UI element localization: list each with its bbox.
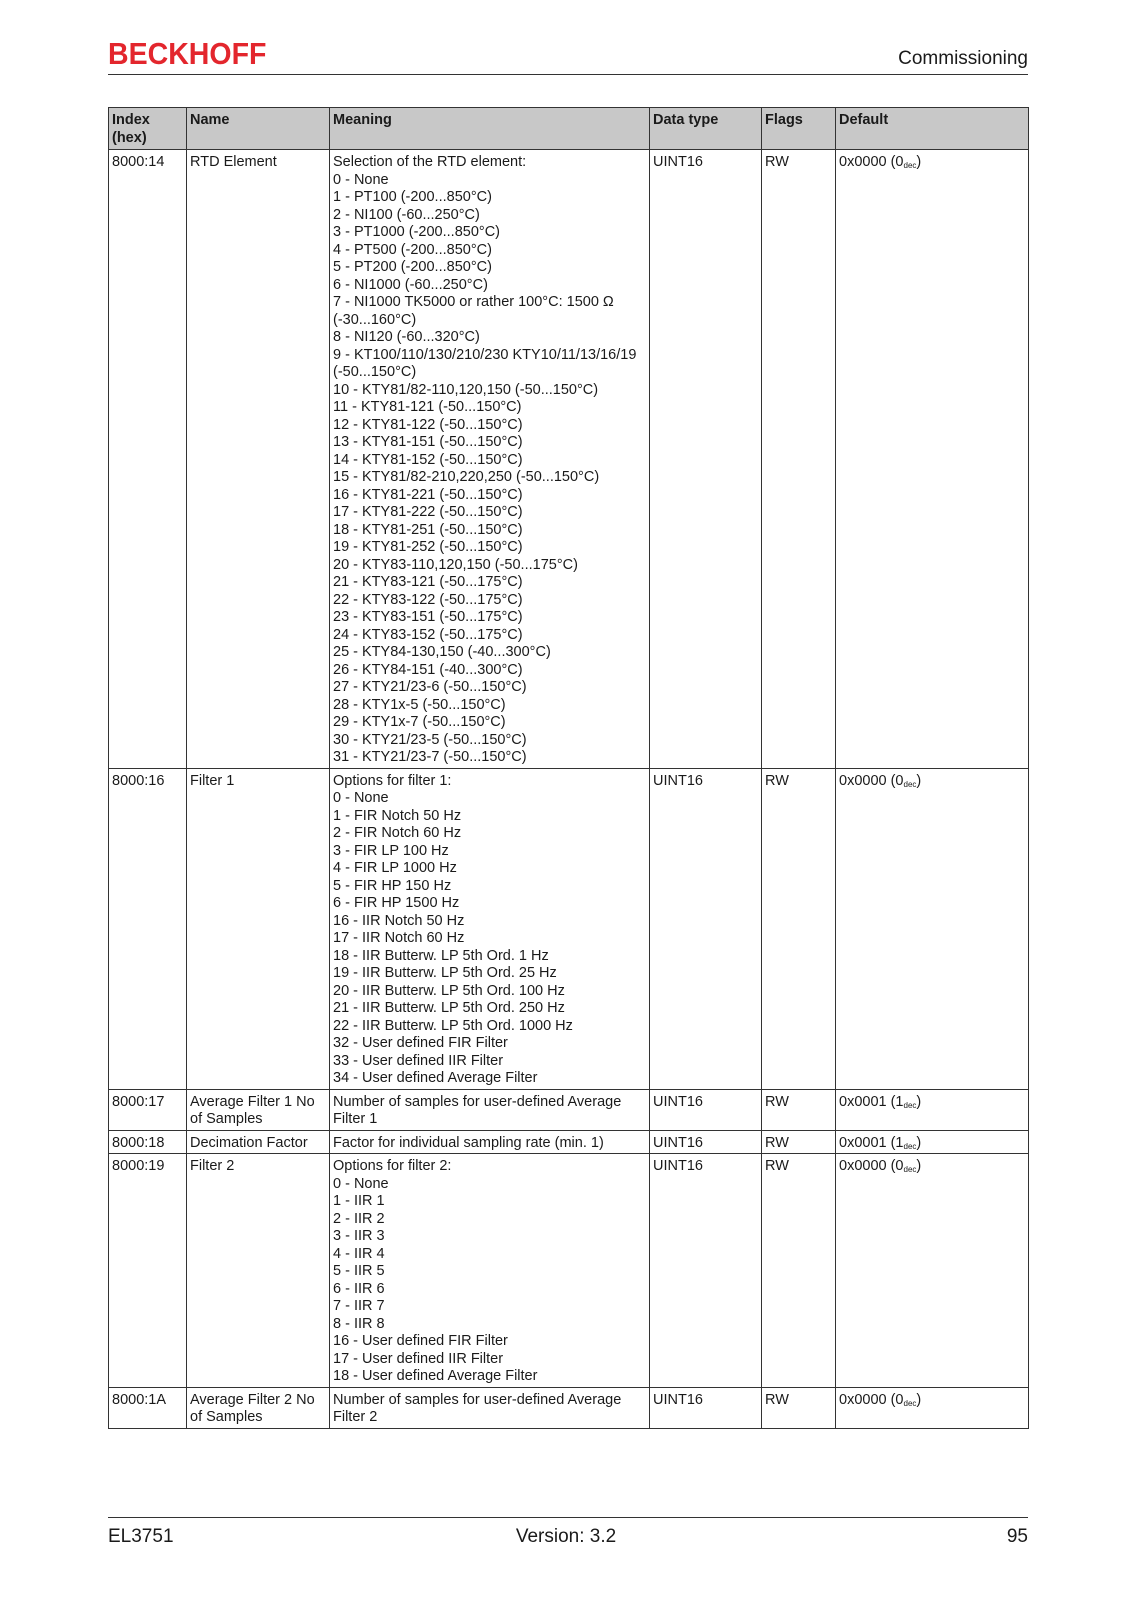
default-subscript: dec bbox=[903, 1398, 917, 1408]
cell-flags: RW bbox=[762, 1130, 836, 1154]
meaning-line: 2 - FIR Notch 60 Hz bbox=[333, 825, 462, 841]
meaning-line: Filter 1 bbox=[333, 1111, 378, 1127]
meaning-line: 1 - IIR 1 bbox=[333, 1193, 385, 1209]
table-row bbox=[109, 1387, 1029, 1428]
cell-index: 8000:17 bbox=[109, 1089, 187, 1130]
column-header-meaning: Meaning bbox=[330, 108, 650, 150]
cell-data-type: UINT16 bbox=[650, 768, 762, 1089]
table-body bbox=[109, 150, 1029, 1429]
meaning-line: 7 - NI1000 TK5000 or rather 100°C: 1500 Ω bbox=[333, 294, 614, 310]
meaning-line: 8 - IIR 8 bbox=[333, 1315, 385, 1332]
meaning-line: 7 - IIR 7 bbox=[333, 1298, 385, 1314]
meaning-line: 24 - KTY83-152 (-50...175°C) bbox=[333, 626, 523, 643]
column-header-data-type: Data type bbox=[650, 108, 762, 150]
meaning-line: 20 - KTY83-110,120,150 (-50...175°C) bbox=[333, 556, 578, 573]
default-subscript: dec bbox=[903, 161, 917, 170]
meaning-line: 31 - KTY21/23-7 (-50...150°C) bbox=[333, 749, 527, 765]
meaning-line: 4 - IIR 4 bbox=[333, 1245, 385, 1262]
footer-version: Version: 3.2 bbox=[515, 1526, 617, 1547]
default-value: 0x0000 (0 bbox=[839, 772, 904, 789]
meaning-line: 15 - KTY81/82-210,220,250 (-50...150°C) bbox=[333, 469, 600, 485]
meaning-line: 2 - IIR 2 bbox=[333, 1210, 385, 1227]
meaning-line: 3 - IIR 3 bbox=[333, 1228, 385, 1244]
meaning-line: 2 - NI100 (-60...250°C) bbox=[333, 206, 480, 223]
meaning-line: 16 - IIR Notch 50 Hz bbox=[333, 912, 465, 929]
cell-default bbox=[836, 1130, 1029, 1154]
cell-default bbox=[836, 1154, 1029, 1388]
meaning-line: 0 - None bbox=[333, 1175, 389, 1192]
meaning-line: Number of samples for user-defined Average bbox=[333, 1391, 622, 1408]
object-dictionary-table bbox=[108, 107, 1029, 1429]
cell-data-type: UINT16 bbox=[650, 1089, 762, 1130]
cell-name: Filter 2 bbox=[187, 1154, 330, 1388]
cell-data-type: UINT16 bbox=[650, 1387, 762, 1428]
meaning-line: 27 - KTY21/23-6 (-50...150°C) bbox=[333, 679, 527, 695]
table-row bbox=[109, 1089, 1029, 1130]
meaning-line: 8 - NI120 (-60...320°C) bbox=[333, 329, 480, 345]
meaning-line: (-30...160°C) bbox=[333, 311, 417, 328]
footer-divider bbox=[108, 1517, 1028, 1518]
cell-index: 8000:16 bbox=[109, 768, 187, 1089]
meaning-line: 22 - IIR Butterw. LP 5th Ord. 1000 Hz bbox=[333, 1017, 573, 1034]
meaning-line: 12 - KTY81-122 (-50...150°C) bbox=[333, 416, 523, 433]
default-subscript: dec bbox=[903, 1141, 917, 1151]
cell-name: RTD Element bbox=[187, 150, 330, 769]
default-subscript: dec bbox=[903, 779, 917, 789]
meaning-line: 5 - PT200 (-200...850°C) bbox=[333, 259, 492, 275]
cell-data-type: UINT16 bbox=[650, 150, 762, 769]
meaning-line: 19 - KTY81-252 (-50...150°C) bbox=[333, 539, 523, 555]
header-divider bbox=[108, 74, 1028, 75]
meaning-line: 4 - PT500 (-200...850°C) bbox=[333, 241, 492, 258]
cell-index: 8000:1A bbox=[109, 1387, 187, 1428]
cell-name: Decimation Factor bbox=[187, 1130, 330, 1154]
default-value: 0x0000 (0 bbox=[839, 1158, 904, 1174]
default-subscript: dec bbox=[903, 1165, 917, 1174]
meaning-line: 0 - None bbox=[333, 790, 389, 806]
cell-flags: RW bbox=[762, 150, 836, 769]
cell-flags: RW bbox=[762, 1089, 836, 1130]
meaning-line: Filter 2 bbox=[333, 1409, 378, 1425]
meaning-line: 17 - KTY81-222 (-50...150°C) bbox=[333, 504, 523, 520]
meaning-line: 5 - IIR 5 bbox=[333, 1263, 385, 1279]
meaning-line: 29 - KTY1x-7 (-50...150°C) bbox=[333, 714, 506, 730]
meaning-line: 16 - User defined FIR Filter bbox=[333, 1333, 508, 1349]
cell-meaning bbox=[330, 150, 650, 769]
cell-meaning bbox=[330, 1089, 650, 1130]
meaning-line: 3 - PT1000 (-200...850°C) bbox=[333, 224, 500, 240]
table-row bbox=[109, 150, 1029, 769]
default-close: ) bbox=[916, 154, 922, 170]
cell-meaning bbox=[330, 1154, 650, 1388]
meaning-line: 34 - User defined Average Filter bbox=[333, 1070, 538, 1086]
footer-page-number: 95 bbox=[1006, 1526, 1028, 1547]
cell-meaning bbox=[330, 1130, 650, 1154]
cell-flags: RW bbox=[762, 768, 836, 1089]
footer-product: EL3751 bbox=[108, 1526, 174, 1547]
meaning-line: 6 - NI1000 (-60...250°C) bbox=[333, 276, 488, 293]
meaning-line: 11 - KTY81-121 (-50...150°C) bbox=[333, 399, 522, 415]
meaning-line: 4 - FIR LP 1000 Hz bbox=[333, 860, 457, 876]
cell-index: 8000:19 bbox=[109, 1154, 187, 1388]
meaning-line: 33 - User defined IIR Filter bbox=[333, 1052, 504, 1069]
cell-index: 8000:18 bbox=[109, 1130, 187, 1154]
cell-meaning bbox=[330, 1387, 650, 1428]
default-close: ) bbox=[916, 772, 922, 789]
meaning-line: Options for filter 1: bbox=[333, 772, 452, 789]
default-close: ) bbox=[916, 1134, 922, 1151]
cell-name: Filter 1 bbox=[187, 768, 330, 1089]
meaning-line: 20 - IIR Butterw. LP 5th Ord. 100 Hz bbox=[333, 982, 565, 999]
default-value: 0x0000 (0 bbox=[839, 154, 904, 170]
cell-flags: RW bbox=[762, 1387, 836, 1428]
meaning-line: 17 - IIR Notch 60 Hz bbox=[333, 930, 465, 946]
meaning-line: (-50...150°C) bbox=[333, 364, 417, 380]
default-close: ) bbox=[916, 1093, 922, 1110]
column-header-default: Default bbox=[836, 108, 1029, 150]
table-row bbox=[109, 1130, 1029, 1154]
cell-data-type: UINT16 bbox=[650, 1130, 762, 1154]
meaning-line: Factor for individual sampling rate (min. 1) bbox=[333, 1134, 604, 1151]
meaning-line: 16 - KTY81-221 (-50...150°C) bbox=[333, 486, 523, 503]
default-close: ) bbox=[916, 1158, 922, 1174]
column-header-index: Index (hex) bbox=[109, 108, 187, 150]
table-row bbox=[109, 1154, 1029, 1388]
meaning-line: 23 - KTY83-151 (-50...175°C) bbox=[333, 609, 523, 625]
meaning-line: Number of samples for user-defined Average bbox=[333, 1093, 622, 1110]
meaning-line: 26 - KTY84-151 (-40...300°C) bbox=[333, 661, 523, 678]
meaning-line: 14 - KTY81-152 (-50...150°C) bbox=[333, 451, 523, 468]
meaning-line: 3 - FIR LP 100 Hz bbox=[333, 842, 449, 859]
meaning-line: 9 - KT100/110/130/210/230 KTY10/11/13/16/19 bbox=[333, 346, 637, 363]
meaning-line: 5 - FIR HP 150 Hz bbox=[333, 877, 452, 894]
column-header-name: Name bbox=[187, 108, 330, 150]
default-close: ) bbox=[916, 1391, 922, 1408]
cell-meaning bbox=[330, 768, 650, 1089]
beckhoff-logo: BECKHOFF bbox=[108, 36, 267, 71]
meaning-line: 28 - KTY1x-5 (-50...150°C) bbox=[333, 696, 506, 713]
column-header-flags: Flags bbox=[762, 108, 836, 150]
default-value: 0x0001 (1 bbox=[839, 1134, 904, 1151]
meaning-line: 6 - IIR 6 bbox=[333, 1280, 385, 1297]
cell-data-type: UINT16 bbox=[650, 1154, 762, 1388]
meaning-line: 1 - PT100 (-200...850°C) bbox=[333, 189, 492, 205]
meaning-line: 30 - KTY21/23-5 (-50...150°C) bbox=[333, 731, 527, 748]
default-value: 0x0000 (0 bbox=[839, 1391, 904, 1408]
meaning-line: 18 - KTY81-251 (-50...150°C) bbox=[333, 521, 523, 538]
meaning-line: 1 - FIR Notch 50 Hz bbox=[333, 807, 462, 824]
meaning-line: Selection of the RTD element: bbox=[333, 154, 527, 170]
section-title: Commissioning bbox=[898, 48, 1028, 69]
meaning-line: 18 - IIR Butterw. LP 5th Ord. 1 Hz bbox=[333, 947, 549, 964]
cell-flags: RW bbox=[762, 1154, 836, 1388]
cell-default bbox=[836, 768, 1029, 1089]
meaning-line: 17 - User defined IIR Filter bbox=[333, 1350, 504, 1367]
meaning-line: 25 - KTY84-130,150 (-40...300°C) bbox=[333, 644, 551, 660]
meaning-line: 6 - FIR HP 1500 Hz bbox=[333, 895, 460, 911]
meaning-line: 0 - None bbox=[333, 171, 389, 188]
meaning-line: Options for filter 2: bbox=[333, 1158, 452, 1174]
table-row bbox=[109, 768, 1029, 1089]
meaning-line: 18 - User defined Average Filter bbox=[333, 1368, 538, 1384]
cell-index: 8000:14 bbox=[109, 150, 187, 769]
meaning-line: 21 - IIR Butterw. LP 5th Ord. 250 Hz bbox=[333, 1000, 565, 1016]
cell-default bbox=[836, 150, 1029, 769]
meaning-line: 32 - User defined FIR Filter bbox=[333, 1035, 508, 1051]
meaning-line: 22 - KTY83-122 (-50...175°C) bbox=[333, 591, 523, 608]
default-subscript: dec bbox=[903, 1100, 917, 1110]
meaning-line: 21 - KTY83-121 (-50...175°C) bbox=[333, 574, 523, 590]
cell-name: Average Filter 2 No of Samples bbox=[187, 1387, 330, 1428]
cell-default bbox=[836, 1387, 1029, 1428]
meaning-line: 13 - KTY81-151 (-50...150°C) bbox=[333, 434, 523, 450]
default-value: 0x0001 (1 bbox=[839, 1093, 904, 1110]
meaning-line: 19 - IIR Butterw. LP 5th Ord. 25 Hz bbox=[333, 965, 557, 981]
cell-name: Average Filter 1 No of Samples bbox=[187, 1089, 330, 1130]
cell-default bbox=[836, 1089, 1029, 1130]
table-header-row bbox=[109, 108, 1029, 150]
meaning-line: 10 - KTY81/82-110,120,150 (-50...150°C) bbox=[333, 381, 599, 398]
